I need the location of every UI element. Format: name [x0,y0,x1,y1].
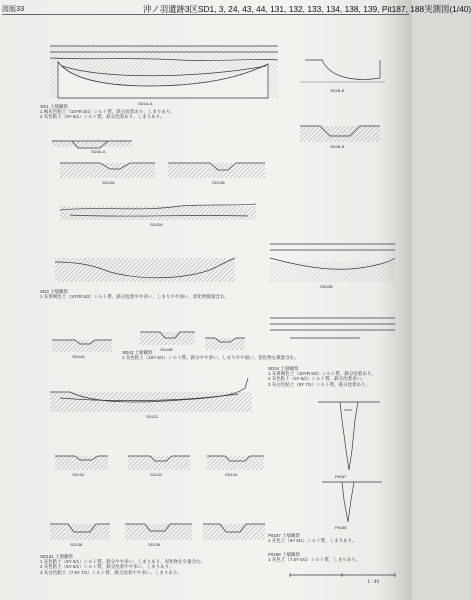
caption: SD24A [102,180,115,185]
page-title: 沖ノ羽遺跡3区SD1, 3, 24, 43, 44, 131, 132, 133, 134, 138, 139, Pit187, 188実測図(1/40) [143,4,471,14]
caption: SD131 [146,414,159,419]
plate-label: 図版33 [2,6,25,13]
caption: SD44A [72,354,85,359]
caption: SD43A [150,222,163,227]
layer-note: SD1 土層観察 1 褐灰色粘土（10YR 5/1）シルト質、鉄分沈着あり、しまりあり。 2 灰色粘土（5Y 5/1）シルト質、鉄分沈着あり、しまりあり。 [40,104,175,120]
caption: Pit187 [335,474,347,479]
layer-note: SD131 土層観察 1 灰色粘土（5Y 5/1）シルト質、鉄分やや多い、しまりあり、炭化物を少量含む。 2 灰色粘土（5Y 6/1）シルト質、鉄分沈着やや多い、しまりあり。 3 灰白色粘土（7.5Y 7/1）シルト質、鉄分沈着やや多い、しまりあり。 [40,554,206,575]
layer-note: SD44 土層観察 1 灰黄褐色土（10YR 5/2）シルト質、鉄分沈着あり。 2 灰色粘土（5Y 6/1）シルト質、鉄分沈着多い。 3 灰白色粘土（5Y 7/1）シルト質、鉄分沈着あり。 [268,366,376,387]
caption: SD44B [160,347,173,352]
caption: SD132 [72,472,85,477]
layer-note: Pit188 土層観察 1 灰色土（7.5Y 5/1）シルト質、しまりあり。 [268,552,361,563]
caption: SD24B [212,180,225,185]
caption: SD138 [70,542,83,547]
caption: SD133 [150,472,163,477]
layer-note: SD3 土層観察 1 灰黄褐色土（10YR 5/2）シルト質、鉄分沈着やや多い、しまりやや弱い、炭化物微量含む。 [40,289,229,300]
layer-note: SD43 土層観察 1 灰色粘土（10Y 5/1）シルト質、鉄分やや多い、しまりやや弱い、炭化物を微量含む。 [122,350,299,361]
caption: Pit188 [335,525,347,530]
caption: SD43B [320,284,333,289]
layer-note: Pit187 土層観察 1 灰色土（5Y 5/1）シルト質、しまりあり。 [268,533,357,544]
caption: SD1A-A [138,101,153,106]
caption: SD139 [148,542,161,547]
scale-label: 1 : 40 [367,579,379,584]
caption: SD1B-B [330,88,345,93]
caption: SD3A-A [91,149,106,154]
caption: SD3B-B [330,144,345,149]
section-sd1 [50,46,278,98]
caption: SD134 [225,472,238,477]
